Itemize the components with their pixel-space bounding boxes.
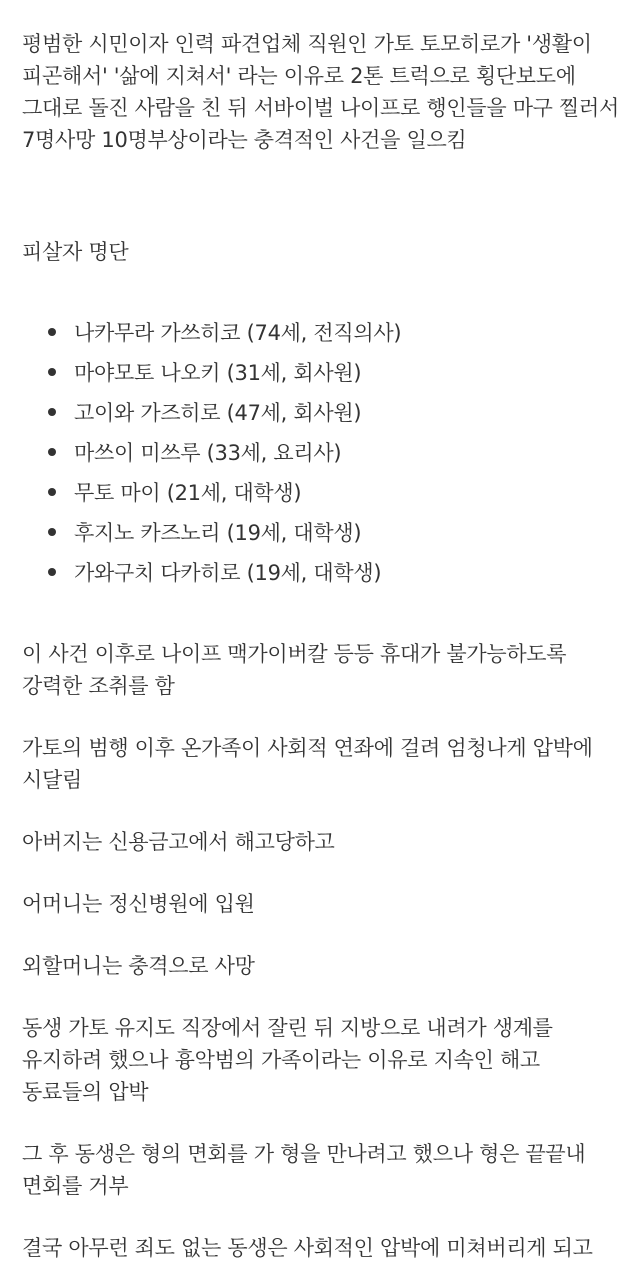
- victim-name: 마쓰이 미쓰루 (33세, 요리사): [74, 441, 342, 465]
- list-item: [22, 392, 620, 432]
- victim-name: 가와구치 다카히로 (19세, 대학생): [74, 561, 382, 585]
- list-item: [22, 432, 620, 472]
- paragraph: 가토의 범행 이후 온가족이 사회적 연좌에 걸려 엄청나게 압박에 시달림: [22, 736, 593, 792]
- bullet-icon: [48, 408, 56, 416]
- list-item: [22, 352, 620, 392]
- list-item: [22, 512, 620, 552]
- paragraph: 아버지는 신용금고에서 해고당하고: [22, 830, 335, 854]
- paragraph: 결국 아무런 죄도 없는 동생은 사회적인 압박에 미쳐버리게 되고: [22, 1236, 593, 1260]
- victim-name: 무토 마이 (21세, 대학생): [74, 481, 302, 505]
- victim-name: 나카무라 가쓰히코 (74세, 전직의사): [74, 321, 402, 345]
- bullet-icon: [48, 528, 56, 536]
- bullet-icon: [48, 568, 56, 576]
- bullet-icon: [48, 328, 56, 336]
- paragraph: 그 후 동생은 형의 면회를 가 형을 만나려고 했으나 형은 끝끝내 면회를 거부: [22, 1142, 586, 1198]
- bullet-icon: [48, 488, 56, 496]
- victim-name: 후지노 카즈노리 (19세, 대학생): [74, 521, 362, 545]
- paragraph: 동생 가토 유지도 직장에서 잘린 뒤 지방으로 내려가 생계를 유지하려 했으나 흉악범의 가족이라는 이유로 지속인 해고 동료들의 압박: [22, 1016, 553, 1104]
- list-item: [22, 312, 620, 352]
- victim-name: 마야모토 나오키 (31세, 회사원): [74, 361, 362, 385]
- victims-heading: 피살자 명단: [22, 240, 129, 264]
- paragraph: 외할머니는 충격으로 사망: [22, 954, 255, 978]
- bullet-icon: [48, 448, 56, 456]
- bullet-icon: [48, 368, 56, 376]
- victim-name: 고이와 가즈히로 (47세, 회사원): [74, 401, 362, 425]
- list-item: [22, 472, 620, 512]
- paragraph: 이 사건 이후로 나이프 맥가이버칼 등등 휴대가 불가능하도록 강력한 조취를 함: [22, 642, 567, 698]
- intro-paragraph: 평범한 시민이자 인력 파견업체 직원인 가토 토모히로가 '생활이 피곤해서' '삶에 지쳐서' 라는 이유로 2톤 트럭으로 횡단보도에 그대로 돌진 사람을 친 뒤 서바이벌 나이프로 행인들을 마구 찔러서 7명사망 10명부상이라는 충격적인 사건을 일으킴: [22, 32, 619, 152]
- victim-list: [22, 312, 620, 592]
- list-item: [22, 552, 620, 592]
- paragraph: 어머니는 정신병원에 입원: [22, 892, 255, 916]
